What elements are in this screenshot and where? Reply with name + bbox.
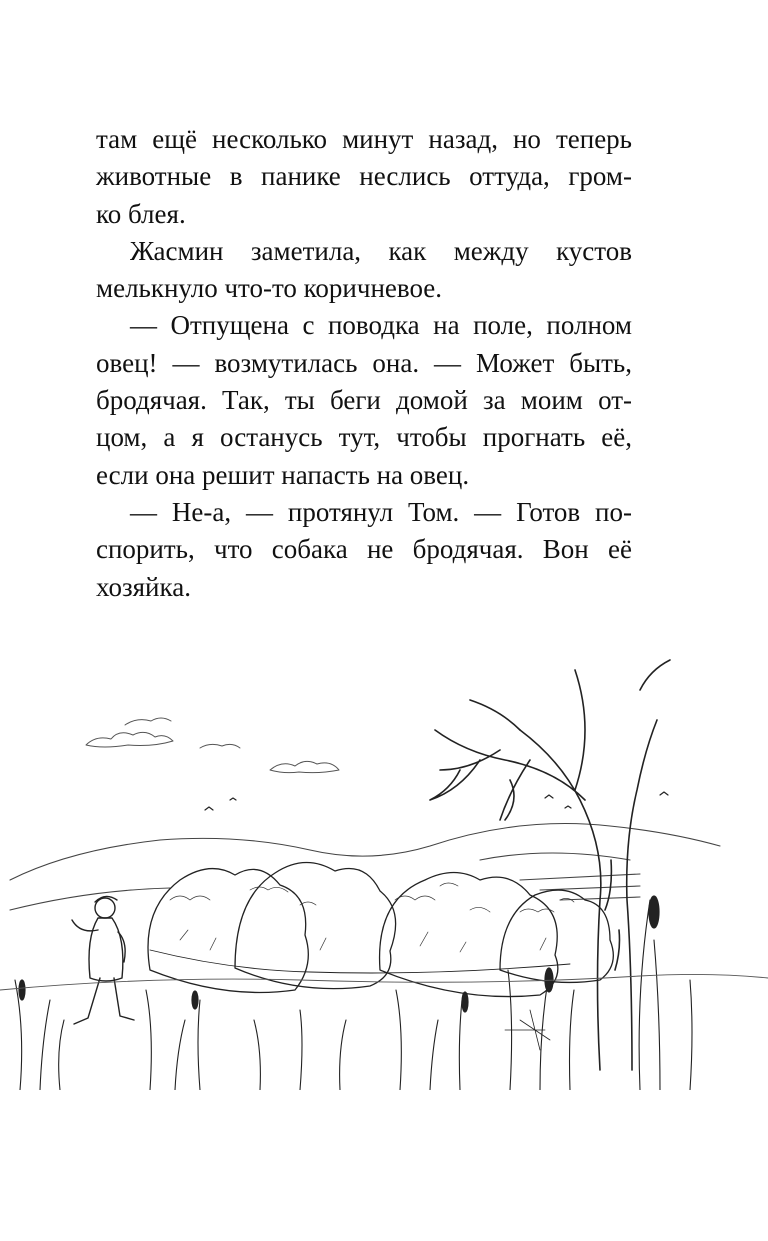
text-line: бродячая. Так, ты беги домой за моим от- [96,385,632,416]
text-line: Жасмин заметила, как между кустов [130,235,632,266]
text-line: — Не-а, — протянул Том. — Готов по- [130,496,632,527]
text-line: там ещё несколько минут назад, но теперь [96,124,632,154]
shrubs [148,862,613,996]
text-line: ко блея. [96,198,186,229]
walking-figure [72,896,134,1024]
text-line: спорить, что собака не бродячая. Вон её [96,534,632,565]
paragraph [96,307,632,493]
text-line: овец! — возмутилась она. — Может быть, [96,347,632,378]
text-line: — Отпущена с поводка на поле, полном [130,310,632,341]
field-illustration [0,650,768,1090]
text-line: животные в панике неслись оттуда, гром- [96,161,632,192]
paragraph [96,233,632,308]
body-text [96,121,632,606]
paragraph [96,121,632,233]
paragraph [96,494,632,606]
text-line: цом, а я останусь тут, чтобы прогнать её, [96,422,632,453]
shrub-texture [170,883,574,952]
hills [10,824,720,911]
cattails [19,896,659,1012]
birds [205,792,668,810]
cloud [86,718,339,773]
text-line: если она решит напасть на овец. [96,459,470,490]
text-line: хозяйка. [96,571,191,602]
text-line: мелькнуло что-то коричневое. [96,273,443,304]
